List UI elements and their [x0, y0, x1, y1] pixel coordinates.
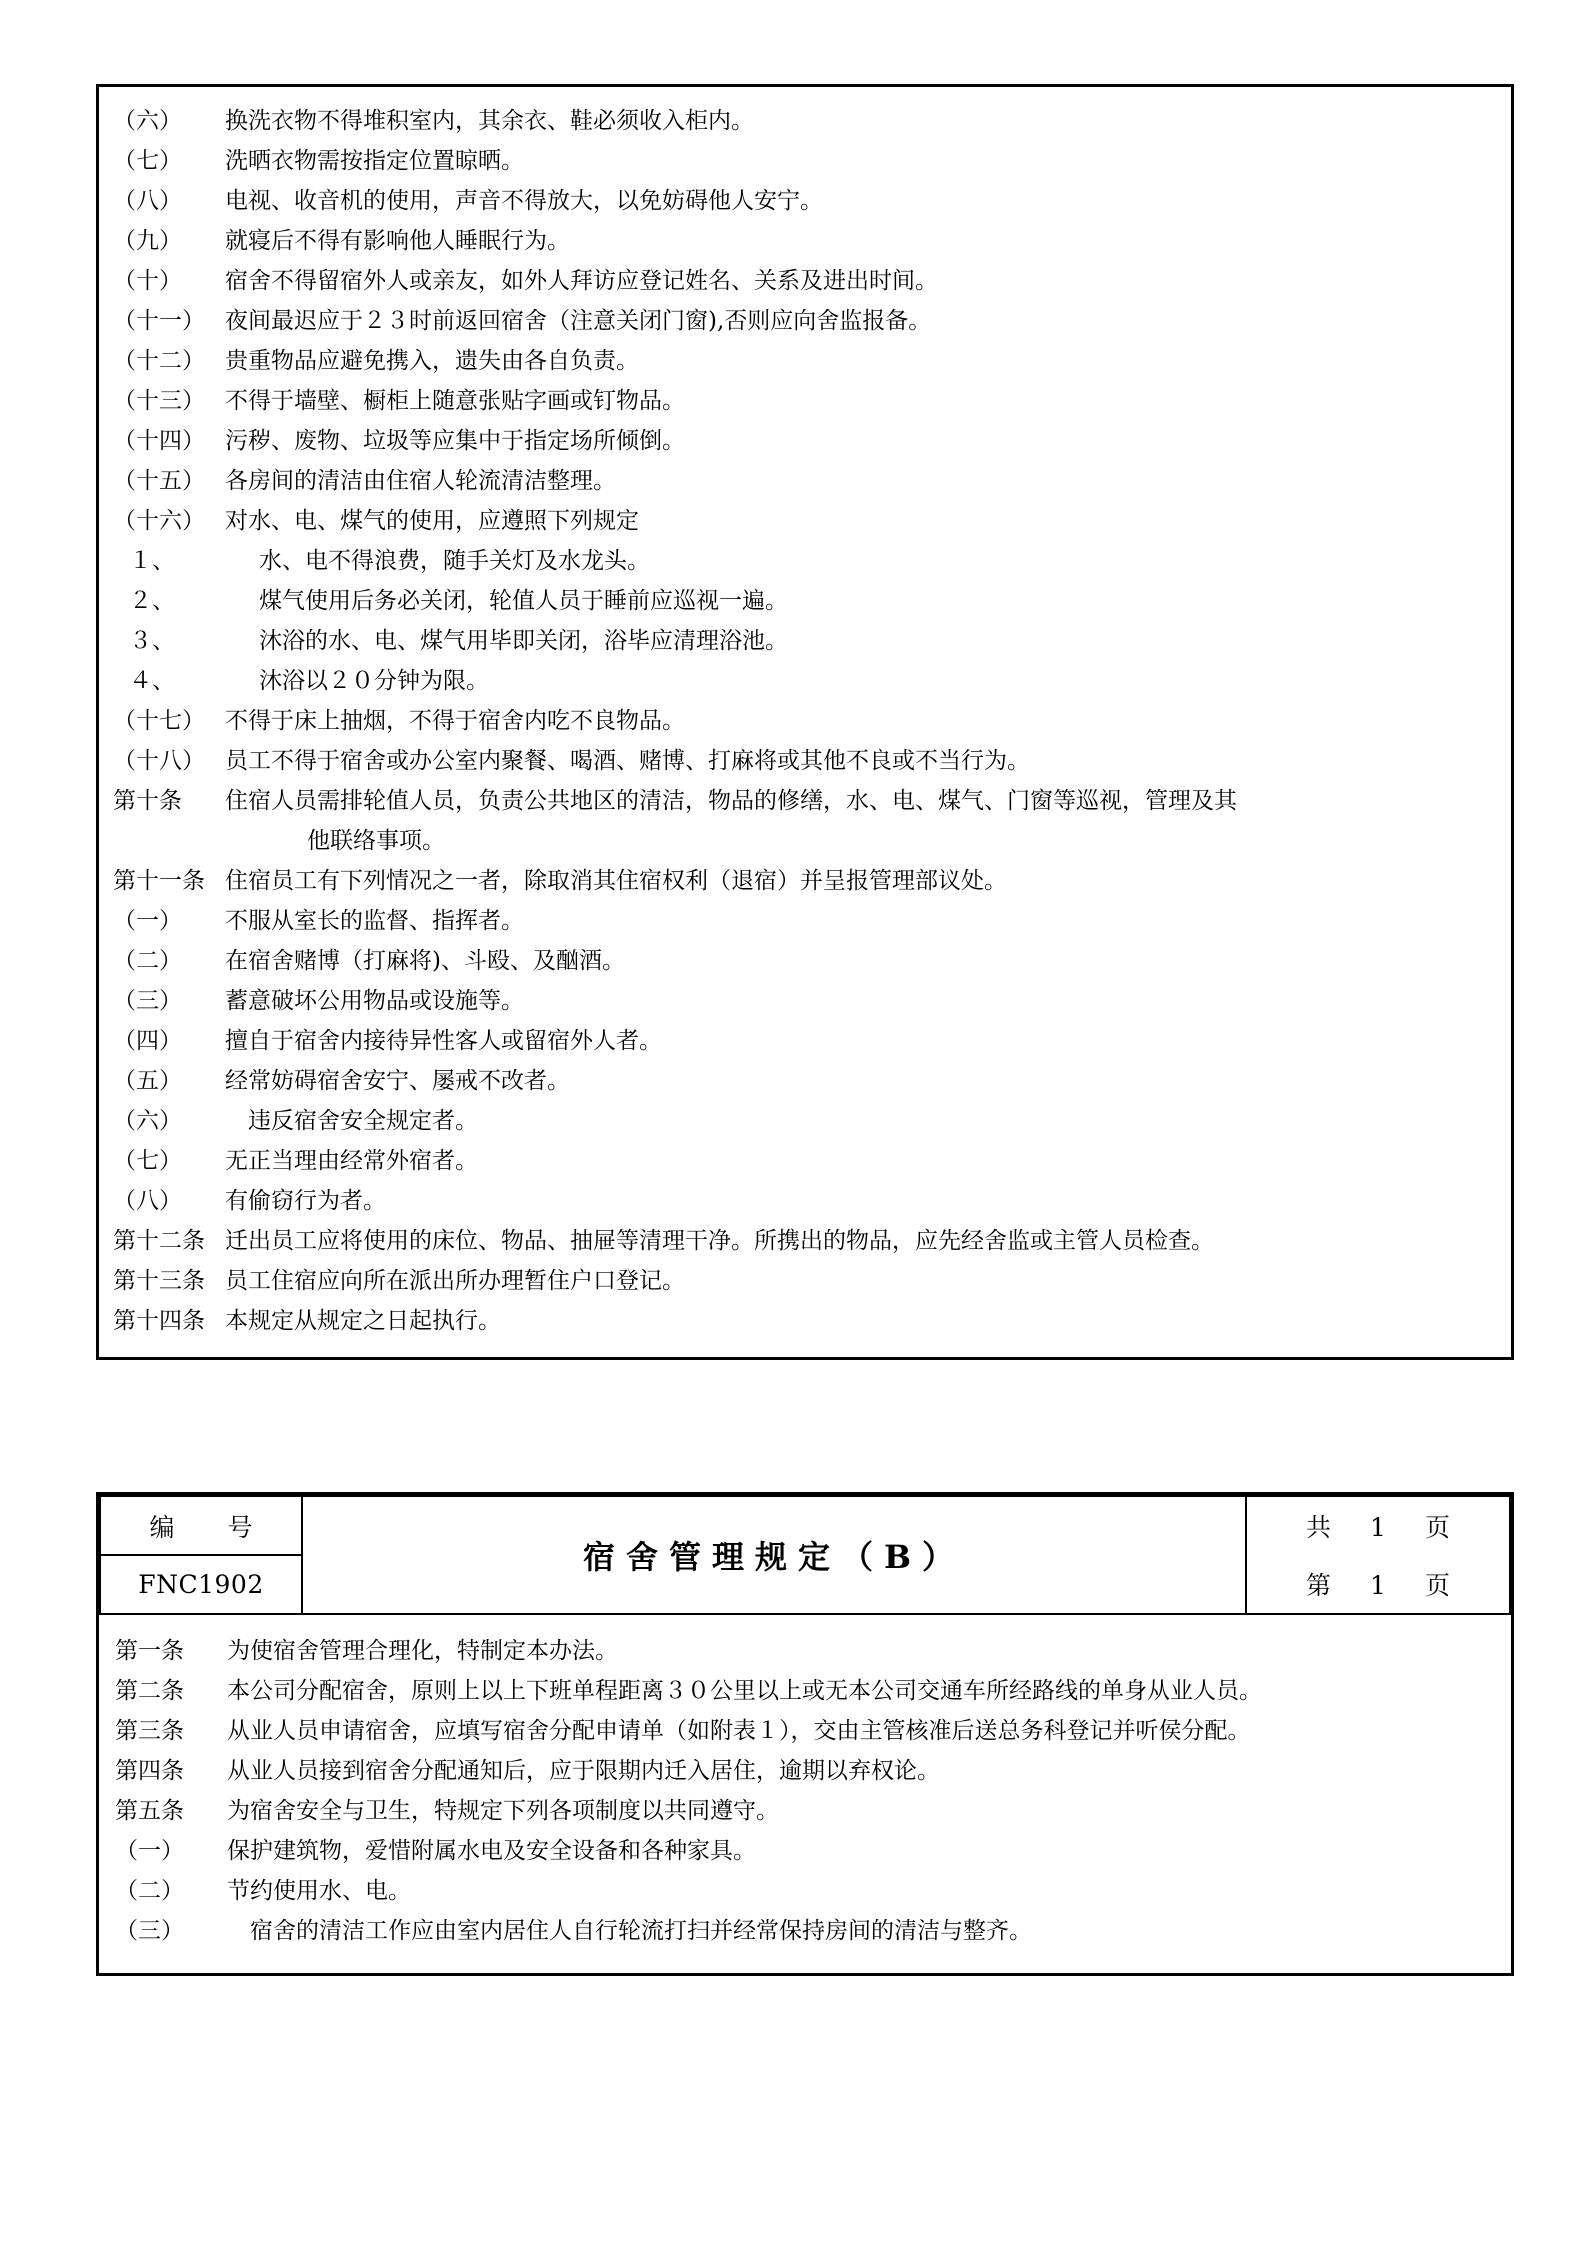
- regulation-line-number: 第四条: [115, 1758, 184, 1784]
- regulation-line-number: （二）: [115, 1878, 184, 1904]
- regulation-line: [115, 1871, 1495, 1911]
- bottom-regulation-body: [99, 1615, 1511, 1973]
- regulation-line-number: （十六）: [113, 508, 205, 534]
- current-page-area: [1247, 1555, 1509, 1613]
- total-pages-text: 共 1 页: [1306, 1513, 1457, 1542]
- regulation-line-text: 在宿舍赌博（打麻将)、斗殴、及酗酒。: [225, 948, 625, 974]
- document-number-label: 编 号: [149, 1512, 267, 1542]
- regulation-line-text: 不得于墙壁、橱柜上随意张贴字画或钉物品。: [225, 388, 685, 414]
- regulation-line-number: （十五）: [113, 468, 205, 494]
- regulation-line: [113, 541, 1497, 581]
- regulation-line-number: 第三条: [115, 1718, 184, 1744]
- regulation-line: [115, 1711, 1495, 1751]
- regulation-line: [113, 621, 1497, 661]
- regulation-line: [113, 381, 1497, 421]
- regulation-line-number: （八）: [113, 1188, 182, 1214]
- regulation-line-number: 第十四条: [113, 1308, 205, 1334]
- regulation-line-text: 沐浴的水、电、煤气用毕即关闭，浴毕应清理浴池。: [259, 628, 788, 654]
- regulation-line-text: 蓄意破坏公用物品或设施等。: [225, 988, 524, 1014]
- document-number-value-area: [101, 1556, 301, 1613]
- regulation-line-text: 违反宿舍安全规定者。: [225, 1108, 478, 1134]
- regulation-line: [115, 1911, 1495, 1951]
- regulation-line: [115, 1751, 1495, 1791]
- regulation-line-number: （二）: [113, 948, 182, 974]
- regulation-line: [113, 221, 1497, 261]
- regulation-line-number: （七）: [113, 148, 182, 174]
- regulation-line-number: （十一）: [113, 308, 205, 334]
- regulation-line: [113, 101, 1497, 141]
- regulation-line: [113, 1181, 1497, 1221]
- regulation-line: [113, 941, 1497, 981]
- regulation-line-number: （五）: [113, 1068, 182, 1094]
- top-regulations-block: [96, 84, 1514, 1360]
- regulation-line-number: 第十三条: [113, 1268, 205, 1294]
- regulation-line: [113, 1261, 1497, 1301]
- regulation-line: [113, 1061, 1497, 1101]
- regulation-line-text: 污秽、废物、垃圾等应集中于指定场所倾倒。: [225, 428, 685, 454]
- regulation-line-number: （六）: [113, 108, 182, 134]
- regulation-line-text: 住宿员工有下列情况之一者，除取消其住宿权利（退宿）并呈报管理部议处。: [225, 868, 1007, 894]
- table-row: [100, 1496, 1510, 1614]
- regulation-line-text: 为使宿舍管理合理化，特制定本办法。: [227, 1638, 618, 1664]
- regulation-line-number: 第十条: [113, 788, 182, 814]
- regulation-line-number: 第十一条: [113, 868, 205, 894]
- regulation-line-number: 第一条: [115, 1638, 184, 1664]
- bottom-regulation-list: [115, 1631, 1495, 1951]
- regulation-line: [113, 741, 1497, 781]
- regulation-line: [113, 181, 1497, 221]
- regulation-line-number: （十四）: [113, 428, 205, 454]
- top-regulation-list: [113, 101, 1497, 1341]
- regulation-line-number: １、: [129, 548, 175, 574]
- regulation-line: [113, 301, 1497, 341]
- regulation-line-number: （一）: [113, 908, 182, 934]
- regulation-line-text: 住宿人员需排轮值人员，负责公共地区的清洁，物品的修缮，水、电、煤气、门窗等巡视，管理及其: [225, 788, 1237, 814]
- regulation-line: [113, 821, 1497, 861]
- regulation-line-text: 各房间的清洁由住宿人轮流清洁整理。: [225, 468, 616, 494]
- regulation-line-number: （九）: [113, 228, 182, 254]
- regulation-line-text: 夜间最迟应于２３时前返回宿舍（注意关闭门窗),否则应向舍监报备。: [225, 308, 932, 334]
- regulation-line-number: （七）: [113, 1148, 182, 1174]
- regulation-line-text: 本公司分配宿舍，原则上以上下班单程距离３０公里以上或无本公司交通车所经路线的单身从业人员。: [227, 1678, 1262, 1704]
- regulation-line: [113, 1301, 1497, 1341]
- regulation-line-text: 宿舍的清洁工作应由室内居住人自行轮流打扫并经常保持房间的清洁与整齐。: [227, 1918, 1032, 1944]
- page-title: 宿舍管理规定（B）: [582, 1538, 966, 1576]
- regulation-line-text: 水、电不得浪费，随手关灯及水龙头。: [259, 548, 650, 574]
- regulation-line-text: 洗晒衣物需按指定位置晾晒。: [225, 148, 524, 174]
- regulation-line-number: （六）: [113, 1108, 182, 1134]
- regulation-line-text: 为宿舍安全与卫生，特规定下列各项制度以共同遵守。: [227, 1798, 779, 1824]
- regulation-line: [113, 261, 1497, 301]
- regulation-line-text: 从业人员接到宿舍分配通知后，应于限期内迁入居住，逾期以弃权论。: [227, 1758, 940, 1784]
- regulation-line: [113, 701, 1497, 741]
- page-count-cell: [1246, 1496, 1510, 1614]
- regulation-line-text: 电视、收音机的使用，声音不得放大，以免妨碍他人安宁。: [225, 188, 823, 214]
- regulation-line: [113, 501, 1497, 541]
- regulation-line: [113, 1021, 1497, 1061]
- regulation-line-text: 就寝后不得有影响他人睡眠行为。: [225, 228, 570, 254]
- regulation-line-text: 有偷窃行为者。: [225, 1188, 386, 1214]
- bottom-document-block: [96, 1492, 1514, 1976]
- regulation-line: [113, 141, 1497, 181]
- regulation-line-text: 无正当理由经常外宿者。: [225, 1148, 478, 1174]
- regulation-line-number: 第十二条: [113, 1228, 205, 1254]
- regulation-line-text: 换洗衣物不得堆积室内，其余衣、鞋必须收入柜内。: [225, 108, 754, 134]
- regulation-line-text: 不服从室长的监督、指挥者。: [225, 908, 524, 934]
- document-number-label-area: [101, 1497, 301, 1556]
- document-title-cell: [302, 1496, 1246, 1614]
- regulation-line: [113, 341, 1497, 381]
- regulation-line-text: 员工住宿应向所在派出所办理暂住户口登记。: [225, 1268, 685, 1294]
- regulation-line-number: （三）: [115, 1918, 184, 1944]
- regulation-line-text: 经常妨碍宿舍安宁、屡戒不改者。: [225, 1068, 570, 1094]
- regulation-line-text: 本规定从规定之日起执行。: [225, 1308, 501, 1334]
- current-page-text: 第 1 页: [1306, 1571, 1457, 1600]
- regulation-line-text: 从业人员申请宿舍，应填写宿舍分配申请单（如附表１），交由主管核准后送总务科登记并听侯分配。: [227, 1718, 1251, 1744]
- regulation-line: [115, 1831, 1495, 1871]
- regulation-line: [113, 781, 1497, 821]
- regulation-line: [113, 1221, 1497, 1261]
- regulation-line-number: （十三）: [113, 388, 205, 414]
- regulation-line-number: （十二）: [113, 348, 205, 374]
- regulation-line: [113, 901, 1497, 941]
- regulation-line-text: 煤气使用后务必关闭，轮值人员于睡前应巡视一遍。: [259, 588, 788, 614]
- document-number-value: FNC1902: [138, 1570, 264, 1599]
- regulation-line-text: 沐浴以２０分钟为限。: [259, 668, 489, 694]
- regulation-line-number: ３、: [129, 628, 175, 654]
- regulation-line: [113, 981, 1497, 1021]
- regulation-line-text: 贵重物品应避免携入，遗失由各自负责。: [225, 348, 639, 374]
- regulation-line-text: 节约使用水、电。: [227, 1878, 411, 1904]
- regulation-line-text: 不得于床上抽烟，不得于宿舍内吃不良物品。: [225, 708, 685, 734]
- document-number-cell: [100, 1496, 302, 1614]
- regulation-line: [113, 461, 1497, 501]
- document-header-table: [99, 1495, 1511, 1615]
- regulation-line-number: （八）: [113, 188, 182, 214]
- regulation-line: [115, 1671, 1495, 1711]
- regulation-line-number: 第五条: [115, 1798, 184, 1824]
- regulation-line-text: 保护建筑物，爱惜附属水电及安全设备和各种家具。: [227, 1838, 756, 1864]
- regulation-line-text: 对水、电、煤气的使用，应遵照下列规定: [225, 508, 639, 534]
- regulation-line-text: 迁出员工应将使用的床位、物品、抽屉等清理干净。所携出的物品，应先经舍监或主管人员检查。: [225, 1228, 1214, 1254]
- regulation-line-number: （四）: [113, 1028, 182, 1054]
- regulation-line-number: 第二条: [115, 1678, 184, 1704]
- regulation-line-number: （十七）: [113, 708, 205, 734]
- regulation-line-text: 员工不得于宿舍或办公室内聚餐、喝酒、赌博、打麻将或其他不良或不当行为。: [225, 748, 1030, 774]
- regulation-line: [113, 1141, 1497, 1181]
- regulation-line-text: 擅自于宿舍内接待异性客人或留宿外人者。: [225, 1028, 662, 1054]
- regulation-line: [115, 1631, 1495, 1671]
- regulation-line-number: （一）: [115, 1838, 184, 1864]
- regulation-line-number: （十）: [113, 268, 182, 294]
- regulation-line-text: 宿舍不得留宿外人或亲友，如外人拜访应登记姓名、关系及进出时间。: [225, 268, 938, 294]
- regulation-line: [113, 661, 1497, 701]
- regulation-line: [113, 861, 1497, 901]
- regulation-line: [115, 1791, 1495, 1831]
- regulation-line: [113, 421, 1497, 461]
- regulation-line-number: ４、: [129, 668, 175, 694]
- regulation-line: [113, 581, 1497, 621]
- regulation-line: [113, 1101, 1497, 1141]
- regulation-line-number: ２、: [129, 588, 175, 614]
- total-pages-area: [1247, 1497, 1509, 1555]
- regulation-line-text: 他联络事项。: [307, 828, 445, 854]
- regulation-line-number: （三）: [113, 988, 182, 1014]
- regulation-line-number: （十八）: [113, 748, 205, 774]
